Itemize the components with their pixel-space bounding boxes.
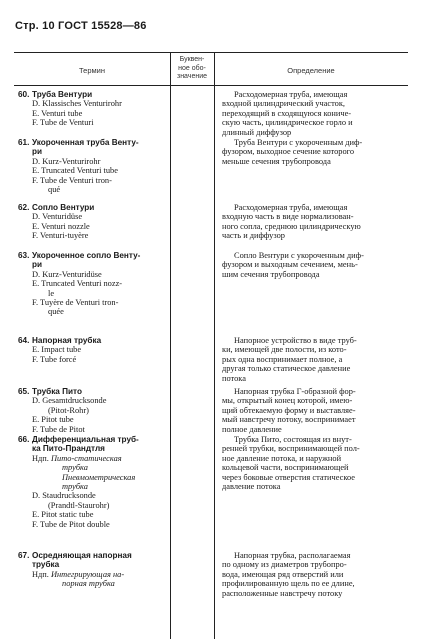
definition-line: фузором и выходным сечением, мень- — [222, 260, 358, 270]
term-title-text: Дифференциальная труб- — [32, 435, 139, 444]
definition-line: рых одна воспринимает полное, а — [222, 354, 343, 364]
term-translation-line: E. Impact tube — [32, 345, 82, 355]
term-entry — [18, 138, 182, 194]
definition-line: ренней трубки, воспринимающей пол- — [222, 444, 360, 454]
definition-line: фузором, выходное сечение которого — [222, 147, 355, 157]
definition-line: входную часть в виде нормализован- — [222, 212, 354, 222]
letter-column-header — [170, 56, 214, 82]
term-translation-line: трубка — [62, 482, 88, 492]
term-number: 66. — [18, 435, 30, 444]
term-translation-line: F. Tube de Venturi — [32, 118, 94, 128]
term-title-continuation: ри — [32, 147, 43, 157]
term-title — [18, 203, 182, 212]
definition-column — [222, 90, 406, 638]
definition-line: переходящий в сходящуюся кониче- — [222, 108, 352, 118]
definition-entry — [222, 138, 406, 166]
term-entry — [18, 387, 182, 434]
term-translation-line — [18, 570, 182, 579]
term-title-continuation: ри — [32, 260, 43, 270]
definition-line: щий обтекаемую форму и выставляе- — [222, 405, 356, 415]
definition-line: Напорная трубка, располагаемая — [234, 551, 351, 560]
term-title — [18, 90, 182, 99]
definition-line: профилированную щель по ее длине, — [222, 579, 355, 589]
term-translation-line: quée — [48, 307, 64, 317]
deprecated-label: Ндп. — [32, 453, 51, 463]
term-number: 67. — [18, 551, 30, 560]
term-entry — [18, 203, 182, 241]
definition-line: потока — [222, 373, 246, 383]
definition-entry — [222, 387, 406, 434]
term-translation-line: E. Venturi nozzle — [32, 221, 90, 231]
definition-line: другая только статическое давление — [222, 364, 351, 374]
term-translation-line: Пневмометрическая — [62, 472, 136, 482]
term-translation-line: D. Venturidüse — [32, 212, 83, 222]
term-translation-line: (Pitot-Rohr) — [48, 405, 89, 415]
definition-column-header: Определение — [287, 66, 335, 75]
definition-line: часть и диффузор — [222, 231, 285, 241]
definition-line: по одному из диаметров трубопро- — [222, 560, 347, 570]
term-title — [18, 387, 182, 396]
term-translation-line — [18, 454, 182, 463]
definition-line: полное давление — [222, 424, 282, 434]
definition-line: Расходомерная труба, имеющая — [234, 90, 348, 99]
term-translation-line: трубка — [62, 463, 88, 473]
term-translation-line: E. Truncated Venturi tube — [32, 166, 118, 176]
term-title — [18, 138, 182, 147]
term-title-continuation: трубка — [32, 560, 60, 570]
page-header: Стр. 10 ГОСТ 15528—86 — [15, 20, 147, 32]
deprecated-label: Ндп. — [32, 569, 51, 579]
table-header-rule — [14, 85, 408, 86]
term-translation-line: F. Tube forcé — [32, 354, 77, 364]
term-title-continuation: ка Пито-Прандтля — [32, 444, 105, 454]
term-title-text: Труба Вентури — [32, 90, 93, 99]
term-translation-line: D. Klassisches Venturirohr — [32, 99, 122, 109]
term-title-text: Укороченное сопло Венту- — [32, 251, 141, 260]
definition-line: Труба Вентури с укороченным диф- — [234, 138, 363, 147]
definition-entry — [222, 203, 406, 241]
definition-line: Трубка Пито, состоящая из внут- — [234, 435, 352, 444]
term-number: 61. — [18, 138, 30, 147]
term-entry — [18, 435, 182, 529]
term-translation-line: E. Pitot static tube — [32, 510, 94, 520]
term-title-text: Осредняющая напорная — [32, 551, 132, 560]
definition-line: расположенные навстречу потоку — [222, 588, 343, 598]
definition-line: ное давление потока, и наружной — [222, 453, 342, 463]
term-title — [18, 551, 182, 560]
term-column — [18, 90, 182, 638]
term-translation-line: D. Gesamtdrucksonde — [32, 396, 107, 406]
term-translation-line: F. Tuyère de Venturi tron- — [32, 298, 119, 308]
definition-line: Напорная трубка Г-образной фор- — [234, 387, 356, 396]
term-title-text: Напорная трубка — [32, 336, 102, 345]
definition-entry — [222, 90, 406, 137]
term-translation-line: D. Kurz-Venturirohr — [32, 156, 101, 166]
definition-line: мый навстречу потоку, воспринимает — [222, 415, 356, 425]
definition-line: Сопло Вентури с укороченным диф- — [234, 251, 364, 260]
term-translation-line: E. Pitot tube — [32, 415, 74, 425]
term-translation-line: E. Truncated Venturi nozz- — [32, 279, 123, 289]
term-translation-line: F. Tube de Pitot — [32, 424, 85, 434]
letter-header-line: ное обо- — [178, 64, 206, 72]
definition-line: входной цилиндрический участок, — [222, 99, 346, 109]
definition-line: меньше сечения трубопровода — [222, 156, 331, 166]
term-title-text: Укороченная труба Венту- — [32, 138, 139, 147]
definition-entry — [222, 551, 406, 598]
table-top-rule — [14, 52, 408, 53]
terms-table — [14, 52, 408, 639]
term-translation-line: F. Tube de Pitot double — [32, 519, 110, 529]
column-divider-letter — [214, 52, 215, 639]
definition-line: длинный диффузор — [222, 127, 292, 137]
term-entry — [18, 251, 182, 317]
letter-header-line: Буквен- — [179, 56, 205, 63]
definition-line: Напорное устройство в виде труб- — [234, 336, 357, 345]
term-number: 60. — [18, 90, 30, 99]
definition-entry — [222, 435, 406, 491]
definition-line: ки, имеющей две полости, из кото- — [222, 345, 347, 355]
deprecated-term: Интегрирующая на- — [50, 569, 125, 579]
term-translation-line: (Prandtl-Staurohr) — [48, 500, 110, 510]
term-translation-line: qué — [48, 185, 61, 195]
term-entry — [18, 336, 182, 364]
definition-line: скую часть, цилиндрическое горло и — [222, 118, 353, 128]
term-entry — [18, 90, 182, 128]
term-column-header: Термин — [79, 66, 105, 75]
term-title — [18, 435, 182, 444]
term-translation-line: D. Kurz-Venturidüse — [32, 269, 102, 279]
definition-line: мы, открытый конец которой, имею- — [222, 396, 353, 406]
term-title-text: Трубка Пито — [32, 387, 82, 396]
definition-line: вода, имеющая ряд отверстий или — [222, 569, 344, 579]
definition-entry — [222, 336, 406, 383]
term-number: 63. — [18, 251, 30, 260]
definition-line: ного сопла, среднюю цилиндрическую — [222, 221, 361, 231]
term-translation-line: E. Venturi tube — [32, 108, 83, 118]
term-translation-line: le — [48, 288, 55, 298]
term-translation-line: F. Venturi-tuyère — [32, 231, 89, 241]
definition-entry — [222, 251, 406, 279]
definition-line: кольцевой части, воспринимающей — [222, 463, 349, 473]
term-number: 65. — [18, 387, 30, 396]
definition-line: давление потока — [222, 482, 281, 492]
term-number: 64. — [18, 336, 30, 345]
term-translation-line: порная трубка — [62, 579, 115, 589]
definition-line: шим сечения трубопровода — [222, 269, 320, 279]
term-title — [18, 336, 182, 345]
deprecated-term: Пито-статическая — [50, 453, 122, 463]
letter-header-line: значение — [176, 73, 208, 80]
term-entry — [18, 551, 182, 589]
term-title-text: Сопло Вентури — [32, 203, 95, 212]
term-number: 62. — [18, 203, 30, 212]
term-translation-line: F. Tube de Venturi tron- — [32, 175, 112, 185]
definition-line: через боковые отверстия статическое — [222, 472, 355, 482]
term-title — [18, 251, 182, 260]
definition-line: Расходомерная труба, имеющая — [234, 203, 348, 212]
term-translation-line: D. Staudrucksonde — [32, 491, 96, 501]
